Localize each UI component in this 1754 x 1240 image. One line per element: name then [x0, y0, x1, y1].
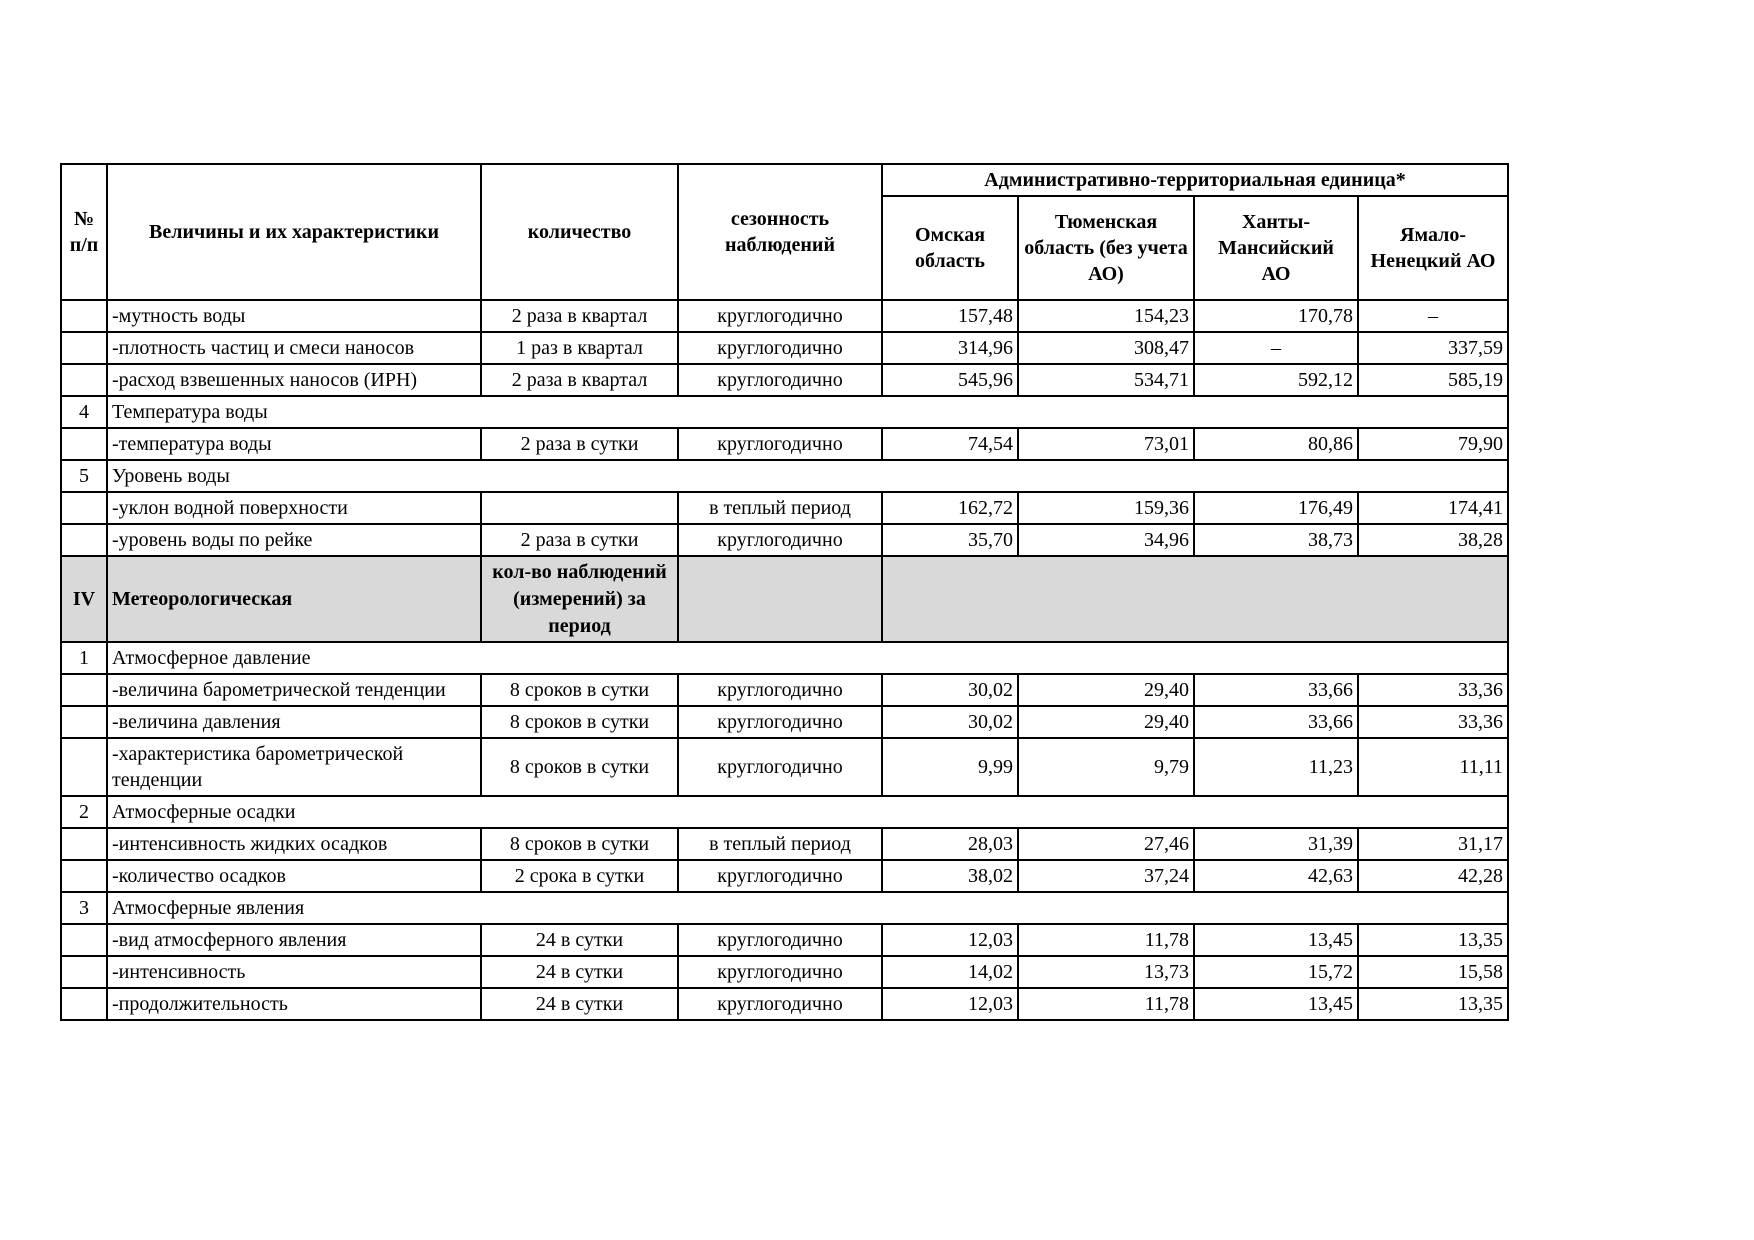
table-row: [61, 300, 1508, 332]
quantity-cell: 24 в сутки: [481, 924, 678, 956]
group-row: [61, 642, 1508, 674]
row-number: 2: [61, 796, 107, 828]
row-number: [61, 924, 107, 956]
value-yanao: 13,35: [1358, 988, 1508, 1020]
row-number: [61, 988, 107, 1020]
table-row: [61, 706, 1508, 738]
table-row: [61, 524, 1508, 556]
quantity-cell: 24 в сутки: [481, 956, 678, 988]
season-cell: круглогодично: [678, 332, 882, 364]
header-region-khmao: Ханты-Мансийский АО: [1194, 196, 1358, 300]
value-omsk: 314,96: [882, 332, 1018, 364]
table-row: [61, 364, 1508, 396]
table-row: [61, 738, 1508, 796]
value-tyumen: 29,40: [1018, 706, 1194, 738]
quantity-cell: 2 раза в сутки: [481, 428, 678, 460]
section-season-blank: [678, 556, 882, 642]
table-row: [61, 860, 1508, 892]
value-khmao: 33,66: [1194, 674, 1358, 706]
value-omsk: 162,72: [882, 492, 1018, 524]
table-row: [61, 428, 1508, 460]
value-omsk: 30,02: [882, 674, 1018, 706]
row-number: 1: [61, 642, 107, 674]
parameter-name: -величина барометрической тенденции: [107, 674, 481, 706]
table-row: [61, 956, 1508, 988]
value-khmao: 31,39: [1194, 828, 1358, 860]
header-num: № п/п: [61, 164, 107, 300]
row-number: [61, 492, 107, 524]
value-tyumen: 534,71: [1018, 364, 1194, 396]
value-khmao: 11,23: [1194, 738, 1358, 796]
header-admin-unit: Административно-территориальная единица*: [882, 164, 1508, 196]
parameter-name: -продолжительность: [107, 988, 481, 1020]
parameter-name: -интенсивность: [107, 956, 481, 988]
quantity-cell: 2 раза в квартал: [481, 300, 678, 332]
value-khmao: 80,86: [1194, 428, 1358, 460]
value-omsk: 74,54: [882, 428, 1018, 460]
row-number: [61, 738, 107, 796]
quantity-cell: 24 в сутки: [481, 988, 678, 1020]
parameter-name: -температура воды: [107, 428, 481, 460]
table-row: [61, 828, 1508, 860]
value-yanao: 585,19: [1358, 364, 1508, 396]
value-tyumen: 11,78: [1018, 924, 1194, 956]
season-cell: круглогодично: [678, 300, 882, 332]
value-yanao: –: [1358, 300, 1508, 332]
parameter-name: -уровень воды по рейке: [107, 524, 481, 556]
table-row: [61, 332, 1508, 364]
value-tyumen: 159,36: [1018, 492, 1194, 524]
season-cell: круглогодично: [678, 738, 882, 796]
quantity-cell: 8 сроков в сутки: [481, 828, 678, 860]
season-cell: круглогодично: [678, 924, 882, 956]
row-number: [61, 524, 107, 556]
parameter-name: -величина давления: [107, 706, 481, 738]
table-row: [61, 492, 1508, 524]
quantity-cell: 8 сроков в сутки: [481, 706, 678, 738]
value-yanao: 79,90: [1358, 428, 1508, 460]
value-khmao: 13,45: [1194, 924, 1358, 956]
season-cell: круглогодично: [678, 674, 882, 706]
header-name: Величины и их характеристики: [107, 164, 481, 300]
value-khmao: 592,12: [1194, 364, 1358, 396]
section-values-blank: [882, 556, 1508, 642]
row-number: [61, 956, 107, 988]
season-cell: круглогодично: [678, 860, 882, 892]
value-omsk: 545,96: [882, 364, 1018, 396]
value-tyumen: 29,40: [1018, 674, 1194, 706]
row-number: [61, 828, 107, 860]
parameter-name: -количество осадков: [107, 860, 481, 892]
row-number: [61, 364, 107, 396]
section-title: Метеорологическая: [107, 556, 481, 642]
parameter-name: -плотность частиц и смеси наносов: [107, 332, 481, 364]
value-omsk: 9,99: [882, 738, 1018, 796]
header-region-yanao: Ямало-Ненецкий АО: [1358, 196, 1508, 300]
value-tyumen: 154,23: [1018, 300, 1194, 332]
value-khmao: –: [1194, 332, 1358, 364]
table-row: [61, 674, 1508, 706]
value-khmao: 13,45: [1194, 988, 1358, 1020]
value-yanao: 15,58: [1358, 956, 1508, 988]
row-number: 3: [61, 892, 107, 924]
value-omsk: 28,03: [882, 828, 1018, 860]
value-tyumen: 34,96: [1018, 524, 1194, 556]
group-title: Атмосферные осадки: [107, 796, 1508, 828]
table-row: [61, 988, 1508, 1020]
value-yanao: 13,35: [1358, 924, 1508, 956]
value-yanao: 11,11: [1358, 738, 1508, 796]
row-number: 5: [61, 460, 107, 492]
quantity-cell: 1 раз в квартал: [481, 332, 678, 364]
value-omsk: 12,03: [882, 924, 1018, 956]
group-title: Атмосферные явления: [107, 892, 1508, 924]
season-cell: круглогодично: [678, 428, 882, 460]
value-yanao: 31,17: [1358, 828, 1508, 860]
season-cell: круглогодично: [678, 364, 882, 396]
value-tyumen: 11,78: [1018, 988, 1194, 1020]
value-tyumen: 37,24: [1018, 860, 1194, 892]
quantity-cell: [481, 492, 678, 524]
header-region-omsk: Омская область: [882, 196, 1018, 300]
season-cell: круглогодично: [678, 988, 882, 1020]
value-tyumen: 9,79: [1018, 738, 1194, 796]
row-number: [61, 674, 107, 706]
group-row: [61, 460, 1508, 492]
quantity-cell: 8 сроков в сутки: [481, 738, 678, 796]
group-row: [61, 796, 1508, 828]
value-khmao: 15,72: [1194, 956, 1358, 988]
value-tyumen: 73,01: [1018, 428, 1194, 460]
group-title: Температура воды: [107, 396, 1508, 428]
quantity-cell: 2 раза в квартал: [481, 364, 678, 396]
parameter-name: -расход взвешенных наносов (ИРН): [107, 364, 481, 396]
section-row: [61, 556, 1508, 642]
quantity-cell: 8 сроков в сутки: [481, 674, 678, 706]
season-cell: круглогодично: [678, 706, 882, 738]
value-khmao: 33,66: [1194, 706, 1358, 738]
header-quantity: количество: [481, 164, 678, 300]
parameter-name: -мутность воды: [107, 300, 481, 332]
header-region-tyumen: Тюменская область (без учета АО): [1018, 196, 1194, 300]
value-khmao: 176,49: [1194, 492, 1358, 524]
quantity-cell: 2 срока в сутки: [481, 860, 678, 892]
season-cell: в теплый период: [678, 828, 882, 860]
group-title: Атмосферное давление: [107, 642, 1508, 674]
value-khmao: 42,63: [1194, 860, 1358, 892]
group-row: [61, 396, 1508, 428]
row-number: [61, 300, 107, 332]
group-row: [61, 892, 1508, 924]
header-season: сезонность наблюдений: [678, 164, 882, 300]
value-yanao: 33,36: [1358, 706, 1508, 738]
value-omsk: 38,02: [882, 860, 1018, 892]
table-row: [61, 924, 1508, 956]
row-number: [61, 428, 107, 460]
row-number: IV: [61, 556, 107, 642]
season-cell: круглогодично: [678, 524, 882, 556]
table-body: [61, 300, 1508, 1020]
value-yanao: 42,28: [1358, 860, 1508, 892]
value-omsk: 35,70: [882, 524, 1018, 556]
season-cell: в теплый период: [678, 492, 882, 524]
section-quantity-label: кол-во наблюдений (измерений) за период: [481, 556, 678, 642]
value-yanao: 38,28: [1358, 524, 1508, 556]
value-omsk: 30,02: [882, 706, 1018, 738]
row-number: 4: [61, 396, 107, 428]
parameter-name: -вид атмосферного явления: [107, 924, 481, 956]
parameter-name: -интенсивность жидких осадков: [107, 828, 481, 860]
value-yanao: 174,41: [1358, 492, 1508, 524]
season-cell: круглогодично: [678, 956, 882, 988]
value-khmao: 170,78: [1194, 300, 1358, 332]
value-yanao: 337,59: [1358, 332, 1508, 364]
parameter-name: -характеристика барометрической тенденции: [107, 738, 481, 796]
group-title: Уровень воды: [107, 460, 1508, 492]
parameter-name: -уклон водной поверхности: [107, 492, 481, 524]
quantity-cell: 2 раза в сутки: [481, 524, 678, 556]
value-tyumen: 308,47: [1018, 332, 1194, 364]
row-number: [61, 706, 107, 738]
observation-cost-table: [60, 163, 1509, 1021]
row-number: [61, 332, 107, 364]
value-tyumen: 13,73: [1018, 956, 1194, 988]
value-khmao: 38,73: [1194, 524, 1358, 556]
value-omsk: 12,03: [882, 988, 1018, 1020]
value-tyumen: 27,46: [1018, 828, 1194, 860]
value-omsk: 14,02: [882, 956, 1018, 988]
row-number: [61, 860, 107, 892]
value-omsk: 157,48: [882, 300, 1018, 332]
value-yanao: 33,36: [1358, 674, 1508, 706]
